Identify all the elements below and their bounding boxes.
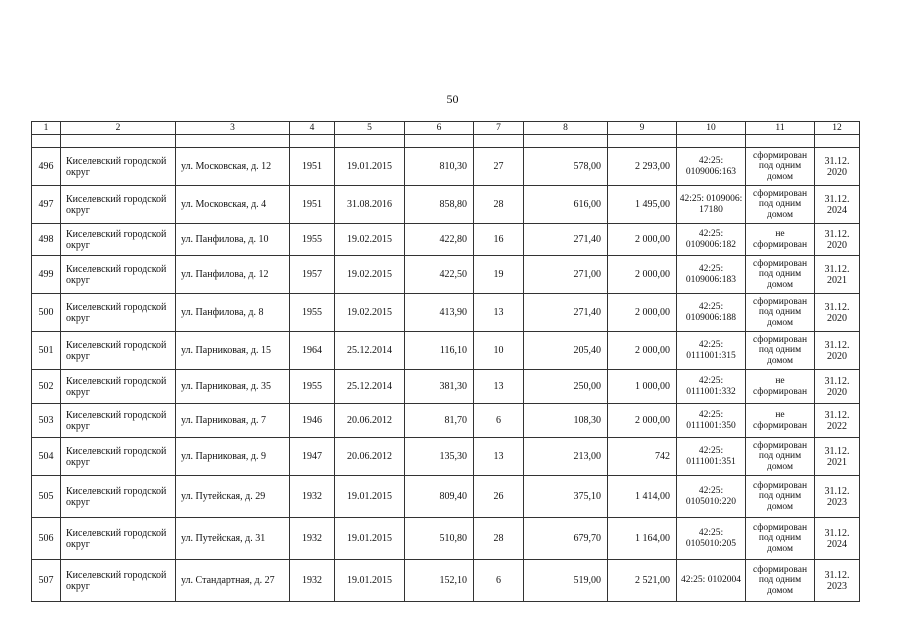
- spacer-cell: [524, 135, 608, 148]
- total-area-cell: 422,80: [405, 224, 474, 256]
- residents-cell: 28: [474, 186, 524, 224]
- table-row: [32, 476, 860, 518]
- spacer-cell: [746, 135, 815, 148]
- cadastral-number-cell: 42:25: 0111001:332: [677, 370, 746, 404]
- deadline-cell: 31.12. 2023: [815, 476, 860, 518]
- municipality-cell: Киселевский городской округ: [61, 332, 176, 370]
- deadline-cell: 31.12. 2020: [815, 294, 860, 332]
- address-cell: ул. Парниковая, д. 35: [176, 370, 290, 404]
- cadastral-number-cell: 42:25: 0102004: [677, 560, 746, 602]
- table-row: [32, 256, 860, 294]
- municipality-cell: Киселевский городской округ: [61, 438, 176, 476]
- row-number-cell: 497: [32, 186, 61, 224]
- date-cell: 19.01.2015: [335, 518, 405, 560]
- amount-cell: 2 000,00: [608, 224, 677, 256]
- land-status-cell: сформирован под одним домом: [746, 186, 815, 224]
- year-cell: 1964: [290, 332, 335, 370]
- amount-cell: 2 521,00: [608, 560, 677, 602]
- year-cell: 1955: [290, 224, 335, 256]
- row-number-cell: 502: [32, 370, 61, 404]
- year-cell: 1932: [290, 560, 335, 602]
- cadastral-number-cell: 42:25: 0111001:315: [677, 332, 746, 370]
- spacer-cell: [677, 135, 746, 148]
- column-number: 11: [746, 122, 815, 135]
- residents-cell: 26: [474, 476, 524, 518]
- amount-cell: 2 000,00: [608, 294, 677, 332]
- column-number: 12: [815, 122, 860, 135]
- total-area-cell: 152,10: [405, 560, 474, 602]
- amount-cell: 1 414,00: [608, 476, 677, 518]
- row-number-cell: 506: [32, 518, 61, 560]
- residents-cell: 13: [474, 294, 524, 332]
- residents-cell: 28: [474, 518, 524, 560]
- address-cell: ул. Панфилова, д. 8: [176, 294, 290, 332]
- municipality-cell: Киселевский городской округ: [61, 518, 176, 560]
- municipality-cell: Киселевский городской округ: [61, 294, 176, 332]
- cadastral-number-cell: 42:25: 0105010:220: [677, 476, 746, 518]
- year-cell: 1951: [290, 186, 335, 224]
- amount-cell: 1 495,00: [608, 186, 677, 224]
- municipality-cell: Киселевский городской округ: [61, 186, 176, 224]
- date-cell: 19.01.2015: [335, 476, 405, 518]
- table-row: [32, 370, 860, 404]
- living-area-cell: 271,40: [524, 224, 608, 256]
- deadline-cell: 31.12. 2020: [815, 332, 860, 370]
- total-area-cell: 381,30: [405, 370, 474, 404]
- residents-cell: 13: [474, 370, 524, 404]
- residents-cell: 6: [474, 560, 524, 602]
- deadline-cell: 31.12. 2020: [815, 224, 860, 256]
- deadline-cell: 31.12. 2024: [815, 186, 860, 224]
- living-area-cell: 205,40: [524, 332, 608, 370]
- residents-cell: 19: [474, 256, 524, 294]
- land-status-cell: сформирован под одним домом: [746, 332, 815, 370]
- living-area-cell: 271,00: [524, 256, 608, 294]
- date-cell: 19.01.2015: [335, 560, 405, 602]
- year-cell: 1932: [290, 518, 335, 560]
- living-area-cell: 578,00: [524, 148, 608, 186]
- year-cell: 1955: [290, 294, 335, 332]
- amount-cell: 2 000,00: [608, 332, 677, 370]
- land-status-cell: сформирован под одним домом: [746, 294, 815, 332]
- row-number-cell: 503: [32, 404, 61, 438]
- year-cell: 1947: [290, 438, 335, 476]
- cadastral-number-cell: 42:25: 0109006: 17180: [677, 186, 746, 224]
- municipality-cell: Киселевский городской округ: [61, 224, 176, 256]
- table-row: [32, 224, 860, 256]
- deadline-cell: 31.12. 2020: [815, 148, 860, 186]
- total-area-cell: 810,30: [405, 148, 474, 186]
- page-number: 50: [446, 92, 459, 106]
- table-row: [32, 518, 860, 560]
- date-cell: 19.02.2015: [335, 224, 405, 256]
- row-number-cell: 498: [32, 224, 61, 256]
- living-area-cell: 250,00: [524, 370, 608, 404]
- column-number: 6: [405, 122, 474, 135]
- column-number: 2: [61, 122, 176, 135]
- deadline-cell: 31.12. 2023: [815, 560, 860, 602]
- housing-registry-table: [31, 121, 860, 602]
- cadastral-number-cell: 42:25: 0111001:350: [677, 404, 746, 438]
- column-number: 4: [290, 122, 335, 135]
- table-row: [32, 560, 860, 602]
- date-cell: 25.12.2014: [335, 332, 405, 370]
- residents-cell: 6: [474, 404, 524, 438]
- living-area-cell: 679,70: [524, 518, 608, 560]
- date-cell: 31.08.2016: [335, 186, 405, 224]
- column-number: 9: [608, 122, 677, 135]
- cadastral-number-cell: 42:25: 0111001:351: [677, 438, 746, 476]
- cadastral-number-cell: 42:25: 0105010:205: [677, 518, 746, 560]
- deadline-cell: 31.12. 2021: [815, 438, 860, 476]
- year-cell: 1957: [290, 256, 335, 294]
- deadline-cell: 31.12. 2021: [815, 256, 860, 294]
- municipality-cell: Киселевский городской округ: [61, 148, 176, 186]
- table-body: [32, 122, 860, 602]
- year-cell: 1951: [290, 148, 335, 186]
- land-status-cell: не сформирован: [746, 224, 815, 256]
- municipality-cell: Киселевский городской округ: [61, 256, 176, 294]
- deadline-cell: 31.12. 2020: [815, 370, 860, 404]
- table-row: [32, 404, 860, 438]
- municipality-cell: Киселевский городской округ: [61, 370, 176, 404]
- address-cell: ул. Московская, д. 12: [176, 148, 290, 186]
- living-area-cell: 213,00: [524, 438, 608, 476]
- land-status-cell: сформирован под одним домом: [746, 476, 815, 518]
- spacer-cell: [474, 135, 524, 148]
- deadline-cell: 31.12. 2022: [815, 404, 860, 438]
- residents-cell: 16: [474, 224, 524, 256]
- total-area-cell: 858,80: [405, 186, 474, 224]
- year-cell: 1946: [290, 404, 335, 438]
- amount-cell: 1 000,00: [608, 370, 677, 404]
- spacer-cell: [608, 135, 677, 148]
- column-number: 3: [176, 122, 290, 135]
- deadline-cell: 31.12. 2024: [815, 518, 860, 560]
- year-cell: 1955: [290, 370, 335, 404]
- table-row: [32, 294, 860, 332]
- amount-cell: 2 000,00: [608, 404, 677, 438]
- spacer-cell: [815, 135, 860, 148]
- address-cell: ул. Парниковая, д. 7: [176, 404, 290, 438]
- living-area-cell: 519,00: [524, 560, 608, 602]
- land-status-cell: сформирован под одним домом: [746, 560, 815, 602]
- address-cell: ул. Парниковая, д. 15: [176, 332, 290, 370]
- living-area-cell: 271,40: [524, 294, 608, 332]
- total-area-cell: 422,50: [405, 256, 474, 294]
- row-number-cell: 501: [32, 332, 61, 370]
- date-cell: 20.06.2012: [335, 438, 405, 476]
- spacer-cell: [176, 135, 290, 148]
- spacer-row: [32, 135, 860, 148]
- address-cell: ул. Стандартная, д. 27: [176, 560, 290, 602]
- amount-cell: 2 293,00: [608, 148, 677, 186]
- column-number: 8: [524, 122, 608, 135]
- municipality-cell: Киселевский городской округ: [61, 560, 176, 602]
- table-row: [32, 186, 860, 224]
- column-number-row: [32, 122, 860, 135]
- living-area-cell: 616,00: [524, 186, 608, 224]
- land-status-cell: сформирован под одним домом: [746, 256, 815, 294]
- spacer-cell: [405, 135, 474, 148]
- land-status-cell: не сформирован: [746, 404, 815, 438]
- total-area-cell: 510,80: [405, 518, 474, 560]
- total-area-cell: 413,90: [405, 294, 474, 332]
- address-cell: ул. Московская, д. 4: [176, 186, 290, 224]
- residents-cell: 10: [474, 332, 524, 370]
- row-number-cell: 507: [32, 560, 61, 602]
- date-cell: 20.06.2012: [335, 404, 405, 438]
- land-status-cell: не сформирован: [746, 370, 815, 404]
- land-status-cell: сформирован под одним домом: [746, 148, 815, 186]
- column-number: 10: [677, 122, 746, 135]
- amount-cell: 742: [608, 438, 677, 476]
- cadastral-number-cell: 42:25: 0109006:163: [677, 148, 746, 186]
- cadastral-number-cell: 42:25: 0109006:188: [677, 294, 746, 332]
- column-number: 7: [474, 122, 524, 135]
- address-cell: ул. Парниковая, д. 9: [176, 438, 290, 476]
- residents-cell: 13: [474, 438, 524, 476]
- residents-cell: 27: [474, 148, 524, 186]
- total-area-cell: 135,30: [405, 438, 474, 476]
- row-number-cell: 500: [32, 294, 61, 332]
- living-area-cell: 108,30: [524, 404, 608, 438]
- row-number-cell: 505: [32, 476, 61, 518]
- date-cell: 19.02.2015: [335, 294, 405, 332]
- date-cell: 25.12.2014: [335, 370, 405, 404]
- total-area-cell: 81,70: [405, 404, 474, 438]
- total-area-cell: 116,10: [405, 332, 474, 370]
- municipality-cell: Киселевский городской округ: [61, 404, 176, 438]
- address-cell: ул. Путейская, д. 29: [176, 476, 290, 518]
- spacer-cell: [290, 135, 335, 148]
- address-cell: ул. Путейская, д. 31: [176, 518, 290, 560]
- table-row: [32, 148, 860, 186]
- total-area-cell: 809,40: [405, 476, 474, 518]
- municipality-cell: Киселевский городской округ: [61, 476, 176, 518]
- land-status-cell: сформирован под одним домом: [746, 518, 815, 560]
- table-row: [32, 438, 860, 476]
- address-cell: ул. Панфилова, д. 12: [176, 256, 290, 294]
- year-cell: 1932: [290, 476, 335, 518]
- land-status-cell: сформирован под одним домом: [746, 438, 815, 476]
- address-cell: ул. Панфилова, д. 10: [176, 224, 290, 256]
- amount-cell: 1 164,00: [608, 518, 677, 560]
- cadastral-number-cell: 42:25: 0109006:182: [677, 224, 746, 256]
- spacer-cell: [335, 135, 405, 148]
- date-cell: 19.01.2015: [335, 148, 405, 186]
- living-area-cell: 375,10: [524, 476, 608, 518]
- row-number-cell: 496: [32, 148, 61, 186]
- row-number-cell: 504: [32, 438, 61, 476]
- table-row: [32, 332, 860, 370]
- spacer-cell: [61, 135, 176, 148]
- column-number: 1: [32, 122, 61, 135]
- amount-cell: 2 000,00: [608, 256, 677, 294]
- column-number: 5: [335, 122, 405, 135]
- date-cell: 19.02.2015: [335, 256, 405, 294]
- row-number-cell: 499: [32, 256, 61, 294]
- spacer-cell: [32, 135, 61, 148]
- cadastral-number-cell: 42:25: 0109006:183: [677, 256, 746, 294]
